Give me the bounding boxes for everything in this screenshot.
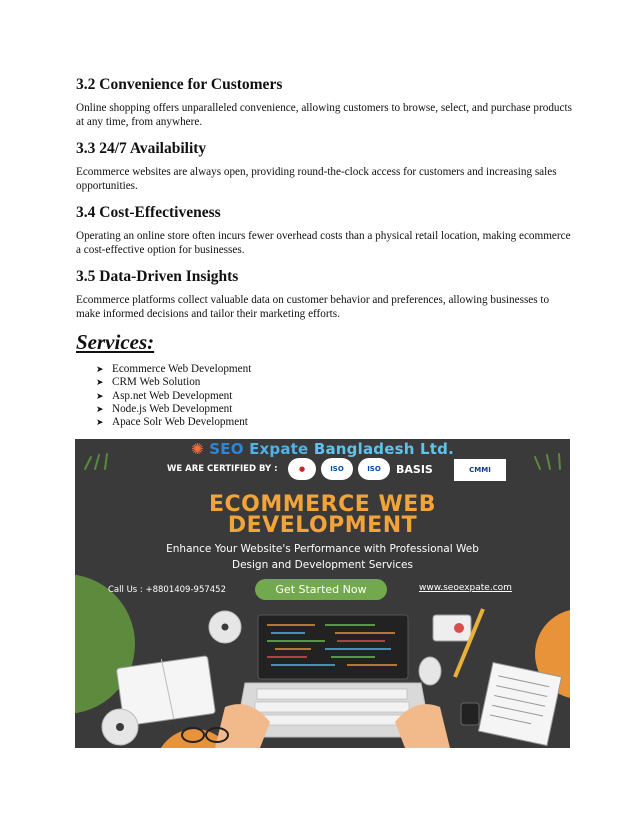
section-body-availability: Ecommerce websites are always open, providing round-the-clock access for customers and increasing sales opportunities. xyxy=(76,166,557,192)
banner-subtitle: Enhance Your Website's Performance with Professional Web Design and Development Services xyxy=(166,543,479,571)
list-item: ➤ Apace Solr Web Development xyxy=(96,416,248,429)
section-body-insights: Ecommerce platforms collect valuable data on customer behavior and preferences, allowing businesses to make informed decisions and tailor their marketing efforts. xyxy=(76,294,550,320)
list-item: ➤ CRM Web Solution xyxy=(96,376,201,389)
workspace-illustration xyxy=(75,607,570,748)
watch-icon xyxy=(461,703,479,725)
cmmi-logo: CMMI xyxy=(454,459,506,481)
mouse-icon xyxy=(419,657,441,685)
section-heading-availability: 3.3 24/7 Availability xyxy=(76,140,207,157)
section-body-cost: Operating an online store often incurs fewer overhead costs than a physical retail location, making ecommerce a cost-effective option for businesses. xyxy=(76,230,571,256)
document-sheet xyxy=(478,662,561,745)
list-item: ➤ Node.js Web Development xyxy=(96,402,233,415)
website-link[interactable]: www.seoexpate.com xyxy=(419,583,512,593)
section-heading-cost: 3.4 Cost-Effectiveness xyxy=(76,204,221,221)
list-item: ➤ Ecommerce Web Development xyxy=(96,363,252,375)
phone-icon xyxy=(433,615,471,641)
arrowhead-bullet-icon: ➤ xyxy=(96,364,104,374)
basis-logo: BASIS xyxy=(396,463,433,476)
section-body-convenience: Online shopping offers unparalleled convenience, allowing customers to browse, select, and purchase products at any time, from anywhere. xyxy=(76,102,572,128)
arrowhead-bullet-icon: ➤ xyxy=(96,417,104,428)
arrowhead-bullet-icon: ➤ xyxy=(96,390,104,401)
services-title: Services: xyxy=(76,330,155,354)
iso-badge-2: ISO xyxy=(358,458,390,480)
bangladesh-seal-icon: ● xyxy=(288,458,316,480)
arrowhead-bullet-icon: ➤ xyxy=(96,377,104,388)
get-started-button[interactable]: Get Started Now xyxy=(255,579,387,600)
brand-logo-icon: ✺ xyxy=(191,440,204,458)
list-item: ➤ Asp.net Web Development xyxy=(96,389,233,402)
services-list xyxy=(96,363,251,429)
brand-name: ✺ SEO Expate Bangladesh Ltd. xyxy=(191,440,454,458)
iso-badge-1: ISO xyxy=(321,458,353,480)
banner-headline: ECOMMERCE WEB DEVELOPMENT xyxy=(208,492,437,538)
promo-banner xyxy=(75,439,570,748)
arrowhead-bullet-icon: ➤ xyxy=(96,403,104,414)
section-heading-insights: 3.5 Data-Driven Insights xyxy=(76,268,239,285)
call-us-text: Call Us : +8801409-957452 xyxy=(108,585,226,595)
section-heading-convenience: 3.2 Convenience for Customers xyxy=(76,76,283,93)
certified-label: WE ARE CERTIFIED BY : xyxy=(167,464,278,474)
